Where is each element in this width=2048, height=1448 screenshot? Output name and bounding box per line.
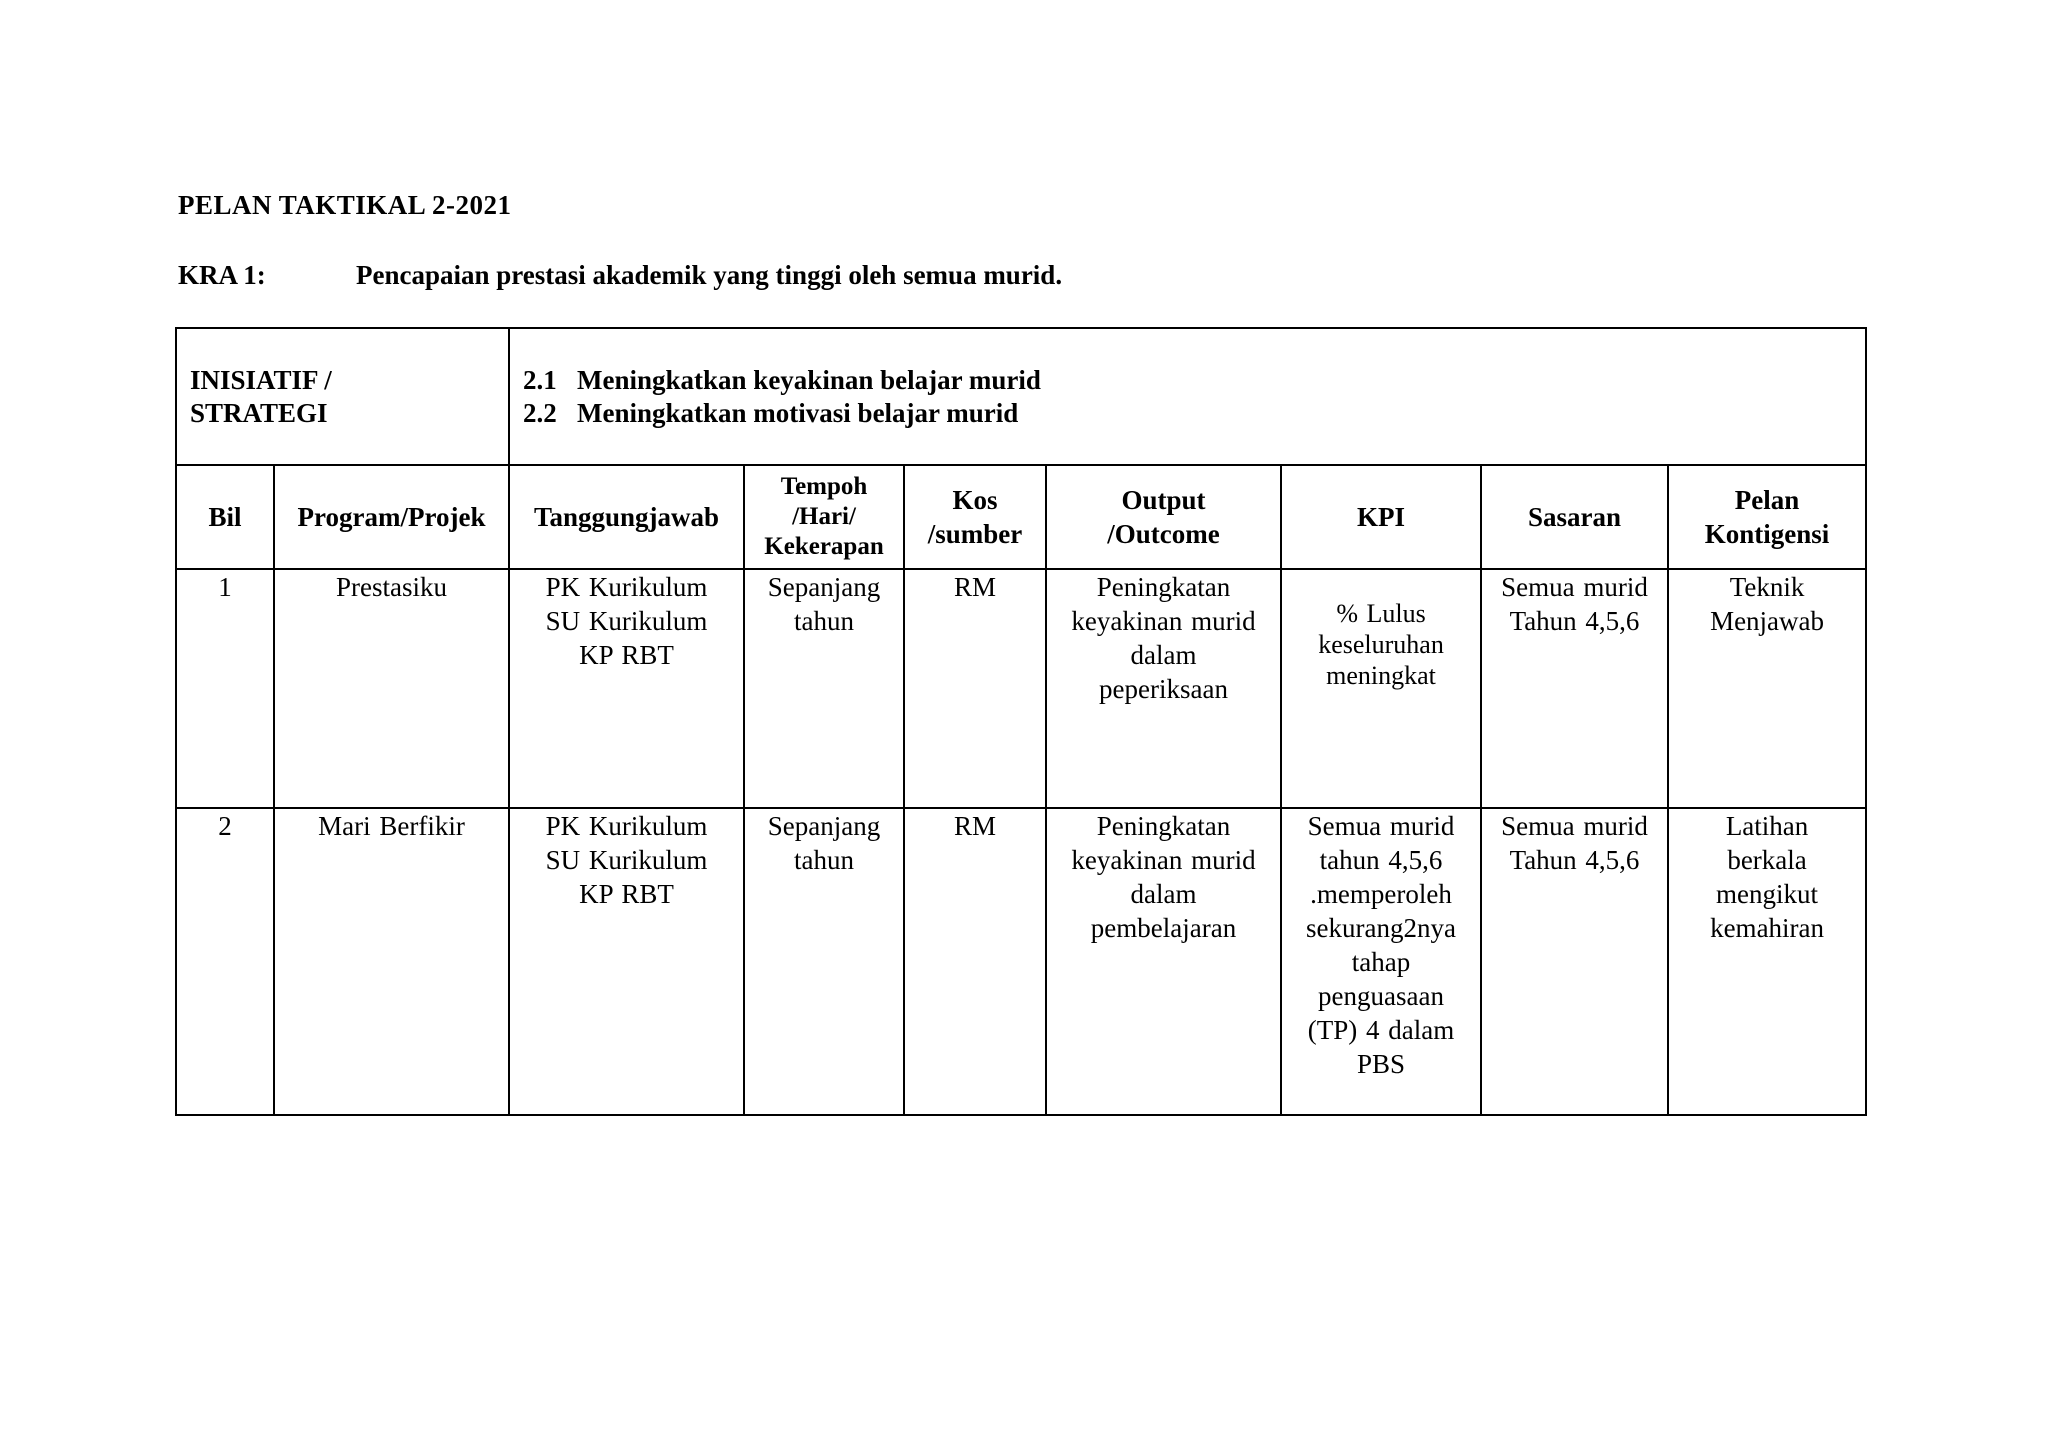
- strategy-item-number: 2.2: [523, 397, 557, 428]
- strategy-row: [176, 328, 1866, 465]
- cell-kos: RM: [904, 808, 1046, 1115]
- header-bil: Bil: [176, 465, 274, 569]
- strategy-item-text: Meningkatkan keyakinan belajar murid: [577, 364, 1041, 395]
- cell-kos: RM: [904, 569, 1046, 808]
- tactical-plan-table: [175, 327, 1867, 1116]
- header-sasaran: Sasaran: [1481, 465, 1668, 569]
- cell-sasaran: Semua murid Tahun 4,5,6: [1481, 808, 1668, 1115]
- strategy-item-number: 2.1: [523, 364, 557, 395]
- header-kos: Kos /sumber: [904, 465, 1046, 569]
- cell-program: Prestasiku: [274, 569, 509, 808]
- table-row: [176, 569, 1866, 808]
- cell-output: Peningkatan keyakinan murid dalam peperiksaan: [1046, 569, 1281, 808]
- kra-label: KRA 1:: [178, 260, 266, 290]
- header-kpi: KPI: [1281, 465, 1481, 569]
- cell-tanggungjawab: PK Kurikulum SU Kurikulum KP RBT: [509, 569, 744, 808]
- cell-kpi: % Lulus keseluruhan meningkat: [1281, 569, 1481, 808]
- strategy-item: [523, 364, 1865, 397]
- cell-output: Peningkatan keyakinan murid dalam pembelajaran: [1046, 808, 1281, 1115]
- cell-pelan: Teknik Menjawab: [1668, 569, 1866, 808]
- document-title: PELAN TAKTIKAL 2-2021: [178, 190, 512, 220]
- cell-tempoh: Sepanjang tahun: [744, 569, 904, 808]
- cell-bil: 2: [176, 808, 274, 1115]
- cell-program: Mari Berfikir: [274, 808, 509, 1115]
- table-header-row: [176, 465, 1866, 569]
- header-output: Output /Outcome: [1046, 465, 1281, 569]
- strategy-label-cell: [176, 328, 509, 465]
- kra-heading: [178, 260, 1062, 291]
- strategy-items-cell: [509, 328, 1866, 465]
- table-row: [176, 808, 1866, 1115]
- kra-text: Pencapaian prestasi akademik yang tinggi oleh semua murid.: [356, 260, 1063, 290]
- header-pelan: Pelan Kontigensi: [1668, 465, 1866, 569]
- cell-kpi: Semua murid tahun 4,5,6 .memperoleh sekurang2nya tahap penguasaan (TP) 4 dalam PBS: [1281, 808, 1481, 1115]
- strategy-item-text: Meningkatkan motivasi belajar murid: [577, 397, 1019, 428]
- header-tanggungjawab: Tanggungjawab: [509, 465, 744, 569]
- strategy-label-line-2: STRATEGI: [190, 397, 328, 428]
- cell-bil: 1: [176, 569, 274, 808]
- strategy-item: [523, 397, 1865, 430]
- strategy-label-line-1: INISIATIF /: [190, 364, 332, 395]
- header-tempoh: Tempoh /Hari/ Kekerapan: [744, 465, 904, 569]
- cell-sasaran: Semua murid Tahun 4,5,6: [1481, 569, 1668, 808]
- cell-tanggungjawab: PK Kurikulum SU Kurikulum KP RBT: [509, 808, 744, 1115]
- cell-tempoh: Sepanjang tahun: [744, 808, 904, 1115]
- header-program: Program/Projek: [274, 465, 509, 569]
- cell-pelan: Latihan berkala mengikut kemahiran: [1668, 808, 1866, 1115]
